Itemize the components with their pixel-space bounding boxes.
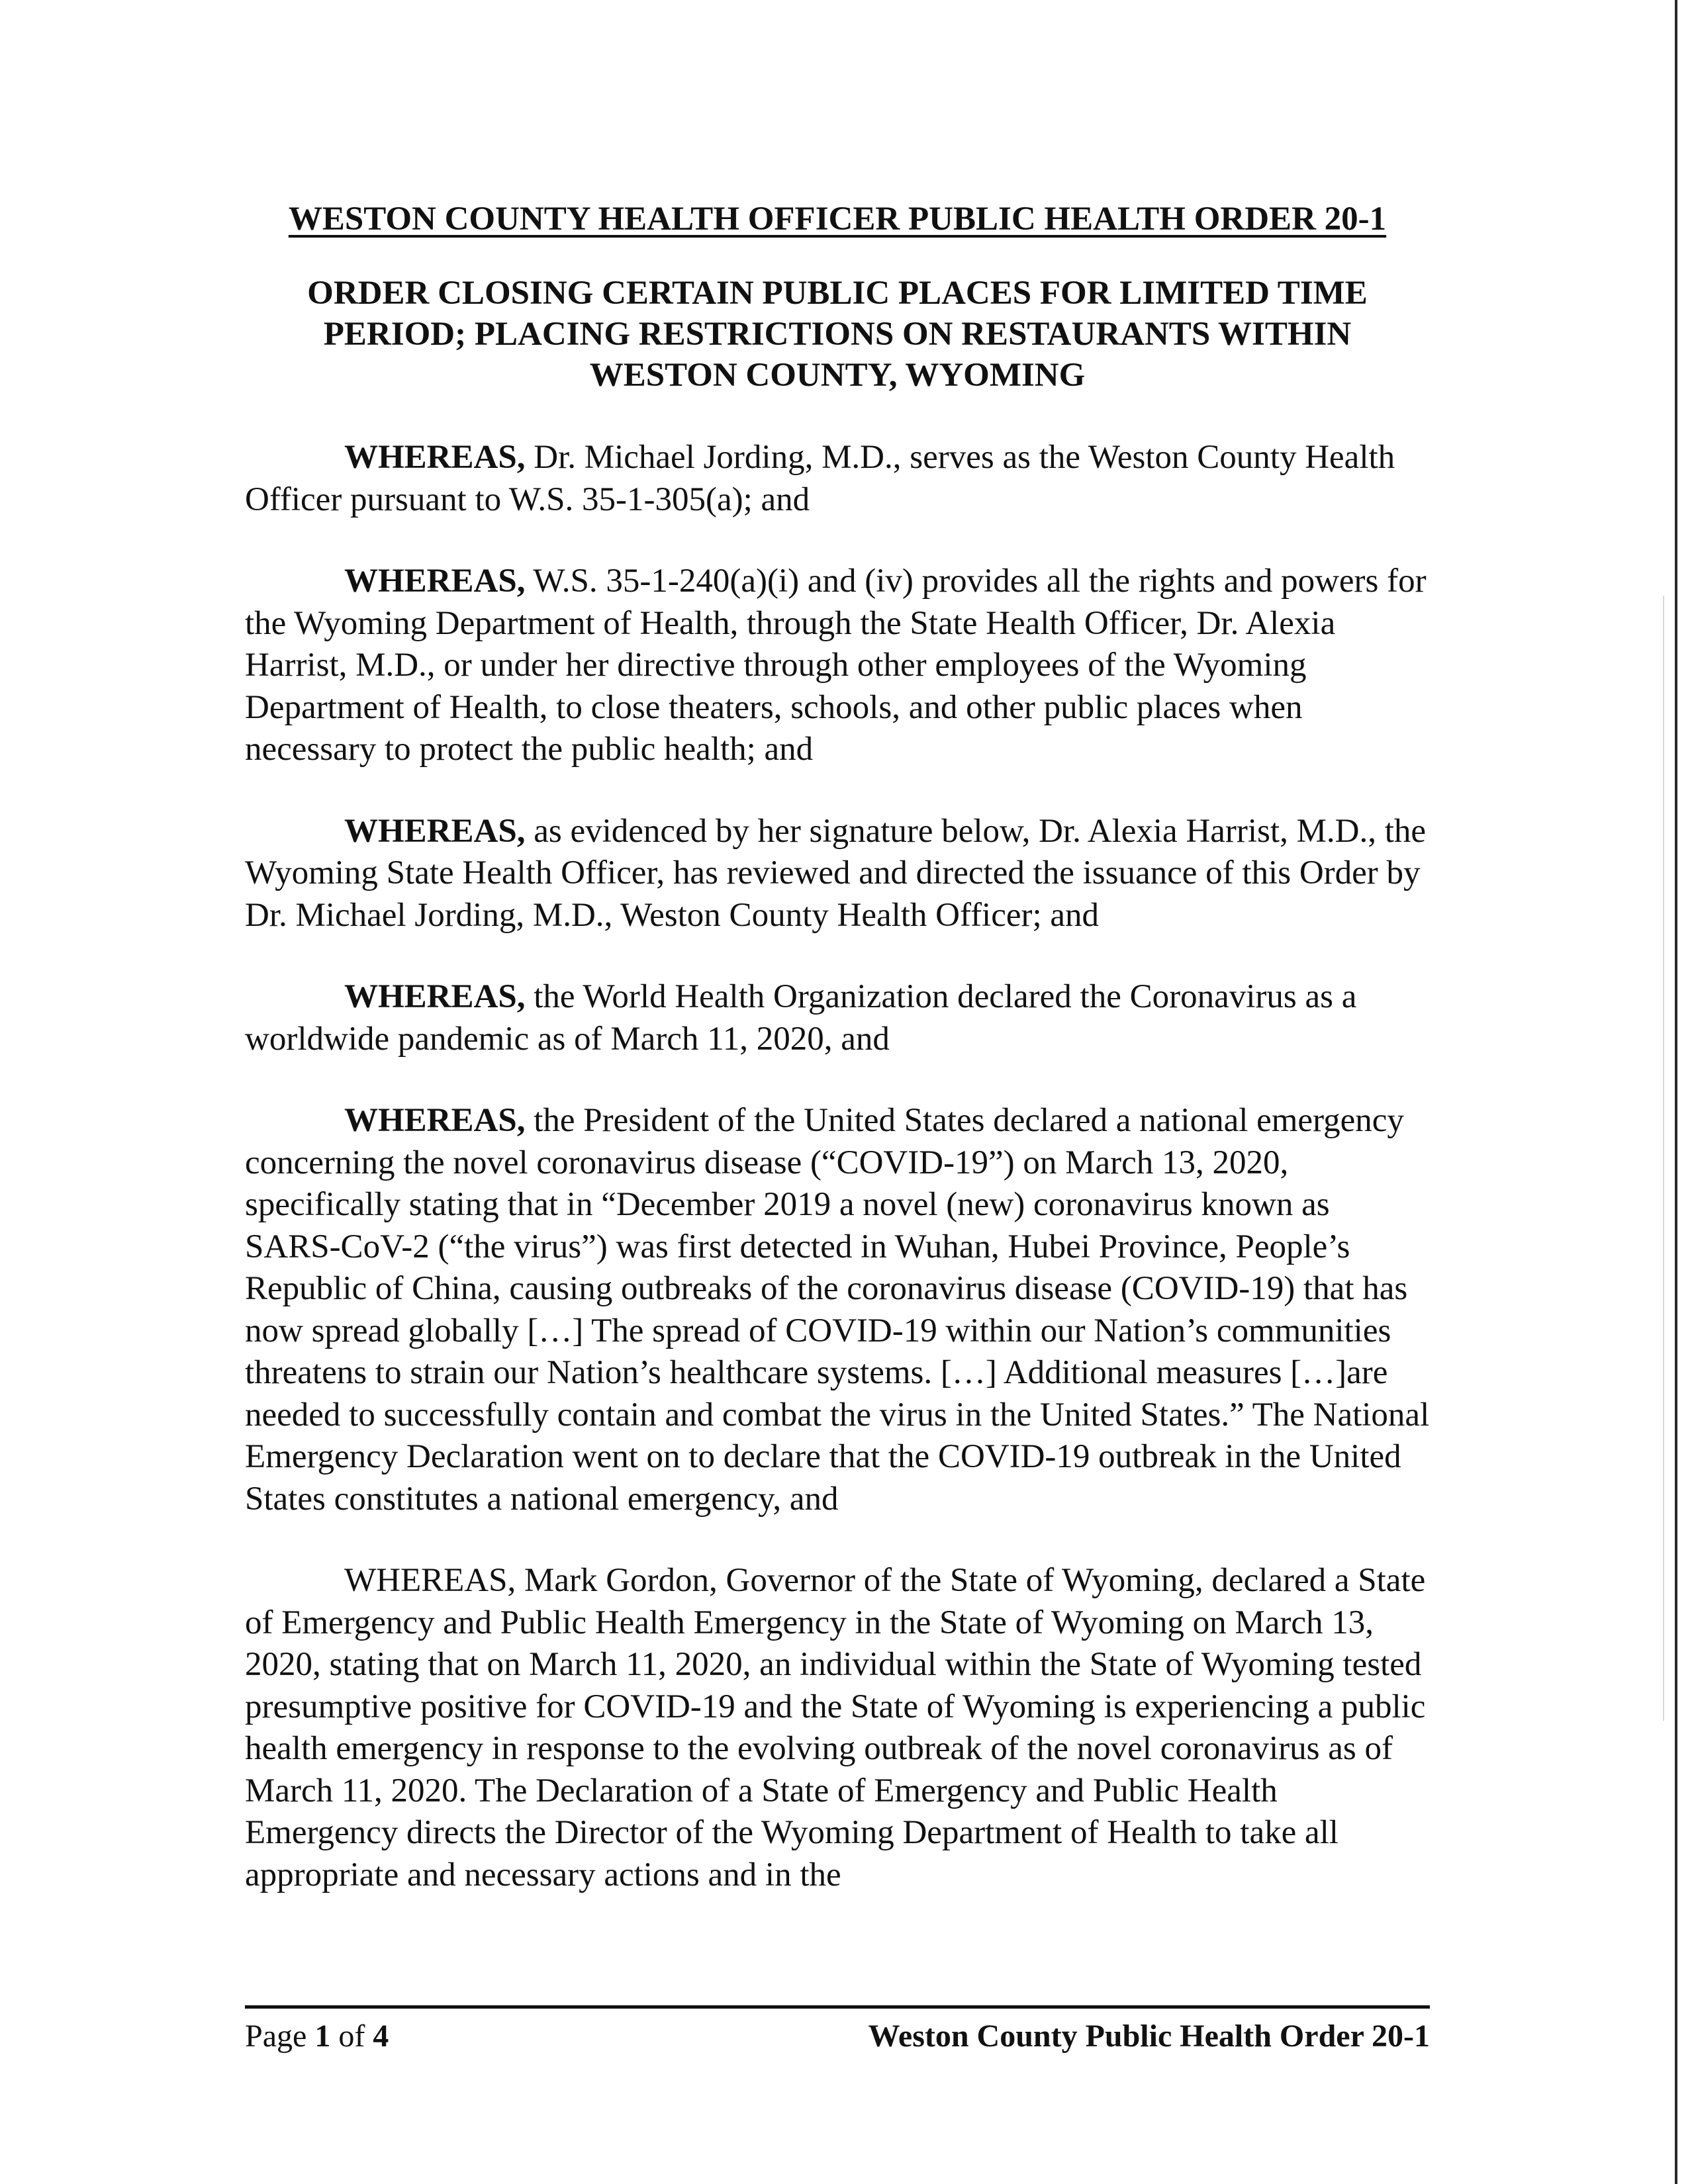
page-footer: [245, 2005, 1430, 2054]
paragraph-text: WHEREAS, Mark Gordon, Governor of the State of Wyoming, declared a State of Emergency and Public Health Emergency in the State of Wyoming on March 13, 2020, stating that on March 11, 2020, an individual within the State of Wyoming tested presumptive positive for COVID-19 and the State of Wyoming is experiencing a public health emergency in response to the evolving outbreak of the novel coronavirus as of March 11, 2020. The Declaration of a State of Emergency and Public Health Emergency directs the Director of the Wyoming Department of Health to take all appropriate and necessary actions and in the: [245, 1562, 1426, 1893]
footer-rule: [245, 2005, 1430, 2009]
whereas-paragraph: [245, 561, 1430, 771]
whereas-lead: WHEREAS,: [344, 563, 526, 600]
paragraph-text: W.S. 35-1-240(a)(i) and (iv) provides all the rights and powers for the Wyoming Department of Health, through the State Health Officer, Dr. Alexia Harrist, M.D., or under her directive through other employees of the Wyoming Department of Health, to close theaters, schools, and other public places when necessary to protect the public health; and: [245, 563, 1427, 768]
whereas-paragraph: [245, 1560, 1430, 1896]
page-prefix: Page: [245, 2019, 315, 2054]
whereas-lead: WHEREAS,: [344, 1102, 526, 1139]
scan-edge-faint: [1663, 596, 1664, 1721]
page-total: 4: [373, 2019, 389, 2054]
paragraph-text: as evidenced by her signature below, Dr. Alexia Harrist, M.D., the Wyoming State Health Officer, has reviewed and directed the issuance of this Order by Dr. Michael Jording, M.D., Weston County Health Officer; and: [245, 812, 1427, 934]
document-title: [245, 199, 1430, 240]
subtitle-line: ORDER CLOSING CERTAIN PUBLIC PLACES FOR LIMITED TIME: [307, 275, 1368, 312]
whereas-paragraph: [245, 811, 1430, 937]
whereas-paragraph: [245, 437, 1430, 521]
paragraph-text: the World Health Organization declared the Coronavirus as a worldwide pandemic as of March 11, 2020, and: [245, 978, 1357, 1058]
whereas-lead: WHEREAS,: [344, 439, 526, 476]
page-number: [245, 2018, 389, 2054]
whereas-lead: WHEREAS,: [344, 978, 526, 1015]
footer-row: [245, 2018, 1430, 2054]
subtitle-line: PERIOD; PLACING RESTRICTIONS ON RESTAURANTS WITHIN: [323, 316, 1352, 353]
page-middle: of: [330, 2019, 373, 2054]
subtitle-line: WESTON COUNTY, WYOMING: [589, 357, 1086, 394]
document-body: [245, 199, 1430, 1896]
scan-edge: [1675, 0, 1677, 2184]
footer-order-name: Weston County Public Health Order 20-1: [868, 2019, 1430, 2054]
whereas-lead: WHEREAS,: [344, 812, 526, 850]
whereas-paragraph: [245, 1100, 1430, 1520]
page-current: 1: [314, 2019, 331, 2054]
paragraph-text: the President of the United States declared a national emergency concerning the novel coronavirus disease (“COVID-19”) on March 13, 2020, specifically stating that in “December 2019 a novel (new) coronavirus known as SARS-CoV-2 (“the virus”) was first detected in Wuhan, Hubei Province, People’s Republic of China, causing outbreaks of the coronavirus disease (COVID-19) that has now spread globally […] The spread of COVID-19 within our Nation’s communities threatens to strain our Nation’s healthcare systems. […] Additional measures […]are needed to successfully contain and combat the virus in the United States.” The National Emergency Declaration went on to declare that the COVID-19 outbreak in the United States constitutes a national emergency, and: [245, 1102, 1430, 1518]
document-title-text: WESTON COUNTY HEALTH OFFICER PUBLIC HEALTH ORDER 20-1: [288, 201, 1387, 238]
paragraph-text: Dr. Michael Jording, M.D., serves as the Weston County Health Officer pursuant to W.S. 35-1-305(a); and: [245, 439, 1395, 518]
order-subtitle: [245, 273, 1430, 396]
whereas-paragraph: [245, 976, 1430, 1060]
